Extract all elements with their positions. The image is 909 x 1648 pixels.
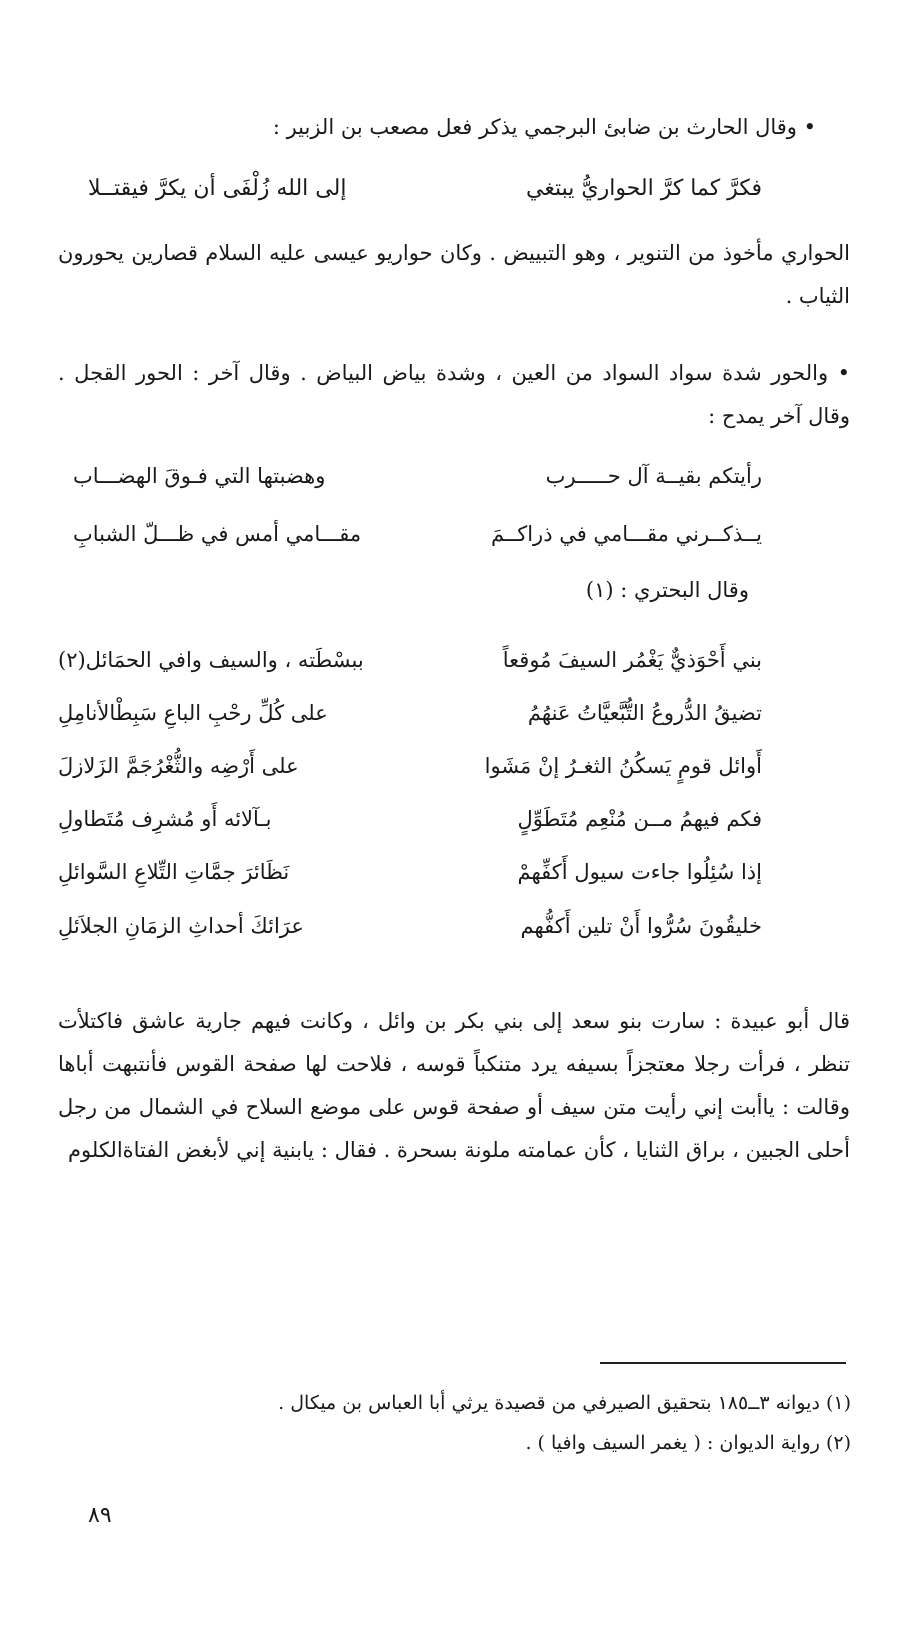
verse-hemistich-first: خليقُونَ سُرُّوا أَنْ تلين أَكفُّهم <box>520 914 762 938</box>
verse-couplet <box>58 754 850 794</box>
intro-line-harith: • وقال الحارث بن ضابئ البرجمي يذكر فعل مصعب بن الزبير : <box>272 115 816 139</box>
verse-couplet <box>58 464 850 504</box>
verse-hemistich-first: رأيتكم بقيــة آل حـــــرب <box>545 464 762 488</box>
verse-hemistich-second: وهضبتها التي فـوقَ الهضـــاب <box>73 464 326 488</box>
verse-hemistich-first: بني أَحْوَذيٌّ يَغْمُر السيفَ مُوقعاً <box>502 648 762 672</box>
verse-hemistich-second: ببسْطَته ، والسيف وافي الحمَائل(٢) <box>58 648 364 672</box>
verse-hemistich-second: نَظَائرَ جمَّاتِ التِّلاعِ السَّوائلِ <box>58 860 290 884</box>
verse-hemistich-first: تضيقُ الدُّروعُ التُّبَّعيَّاتُ عَنهُمُ <box>527 701 762 725</box>
verse-couplet <box>58 701 850 741</box>
verse-couplet <box>58 522 850 562</box>
intro-line-buhturi: وقال البحتري : (١) <box>585 578 749 602</box>
verse-hemistich-first: فكرَّ كما كرَّ الحواريُّ يبتغي <box>526 176 762 201</box>
verse-hemistich-second: على كُلِّ رحْبِ الباعِ سَبِطْالأنامِلِ <box>58 701 328 725</box>
footnote-divider <box>600 1362 846 1364</box>
verse-hemistich-second: بـآلائه أَو مُشرِف مُتَطاولِ <box>58 807 272 831</box>
verse-couplet <box>58 807 850 847</box>
prose-paragraph-hur: • والحور شدة سواد السواد من العين ، وشدة بياض البياض . وقال آخر : الحور القجل . وقال آخر يمدح : <box>58 361 850 428</box>
page-number: ٨٩ <box>88 1503 112 1528</box>
footnote-2: (٢) رواية الديوان : ( يغمر السيف وافيا ) . <box>525 1432 851 1454</box>
verse-hemistich-first: يــذكــرني مقـــامي في ذراكــمَ <box>490 522 762 546</box>
prose-paragraph-hawari: الحواري مأخوذ من التنوير ، وهو التبييض . وكان حواريو عيسى عليه السلام قصارين يحورون الثياب . <box>58 241 850 308</box>
verse-couplet <box>58 860 850 900</box>
verse-hemistich-second: عرَائكَ أحداثِ الزمَانِ الجلاَئلِ <box>58 914 304 938</box>
verse-couplet <box>58 914 850 954</box>
verse-hemistich-first: إذا سُئِلُوا جاءت سيول أَكفِّهمْ <box>517 860 762 884</box>
verse-couplet <box>58 648 850 688</box>
verse-hemistich-second: على أَرْضِه والثُّغْرُجَمَّ الزَلازلَ <box>58 754 299 778</box>
verse-hemistich-second: مقـــامي أمس في ظـــلّ الشبابِ <box>73 522 362 546</box>
verse-hemistich-first: فكم فيهمُ مــن مُنْعِم مُتَطَوِّلٍ <box>517 807 762 831</box>
verse-hemistich-first: أَوائل قومٍ يَسكُنُ الثغـرُ إنْ مَشَوا <box>484 754 762 778</box>
verse-couplet <box>58 176 850 216</box>
prose-paragraph-abu-ubayda: قال أبو عبيدة : سارت بنو سعد إلى بني بكر بن وائل ، وكانت فيهم جارية عاشق فاكتلأت تنظر ، فرأت رجلا معتجزاً بسيفه يرد متنكباً قوسه ، فلاحت لها صفحة القوس فأنتبهت أباها وقالت : ياأبت إني رأيت متن سيف أو صفحة قوس على موضع السلاح في الشمال من رجل أحلى الجبين ، براق الثنايا ، كأن عمامته ملونة بسحرة . فقال : يابنية إني لأبغض الفتاةالكلوم <box>58 1009 850 1162</box>
verse-hemistich-second: إلى الله زُلْفَى أن يكرَّ فيقتــلا <box>88 176 347 201</box>
footnote-1: (١) ديوانه ٣ــ١٨٥ بتحقيق الصيرفي من قصيدة يرثي أبا العباس بن ميكال . <box>278 1392 851 1414</box>
